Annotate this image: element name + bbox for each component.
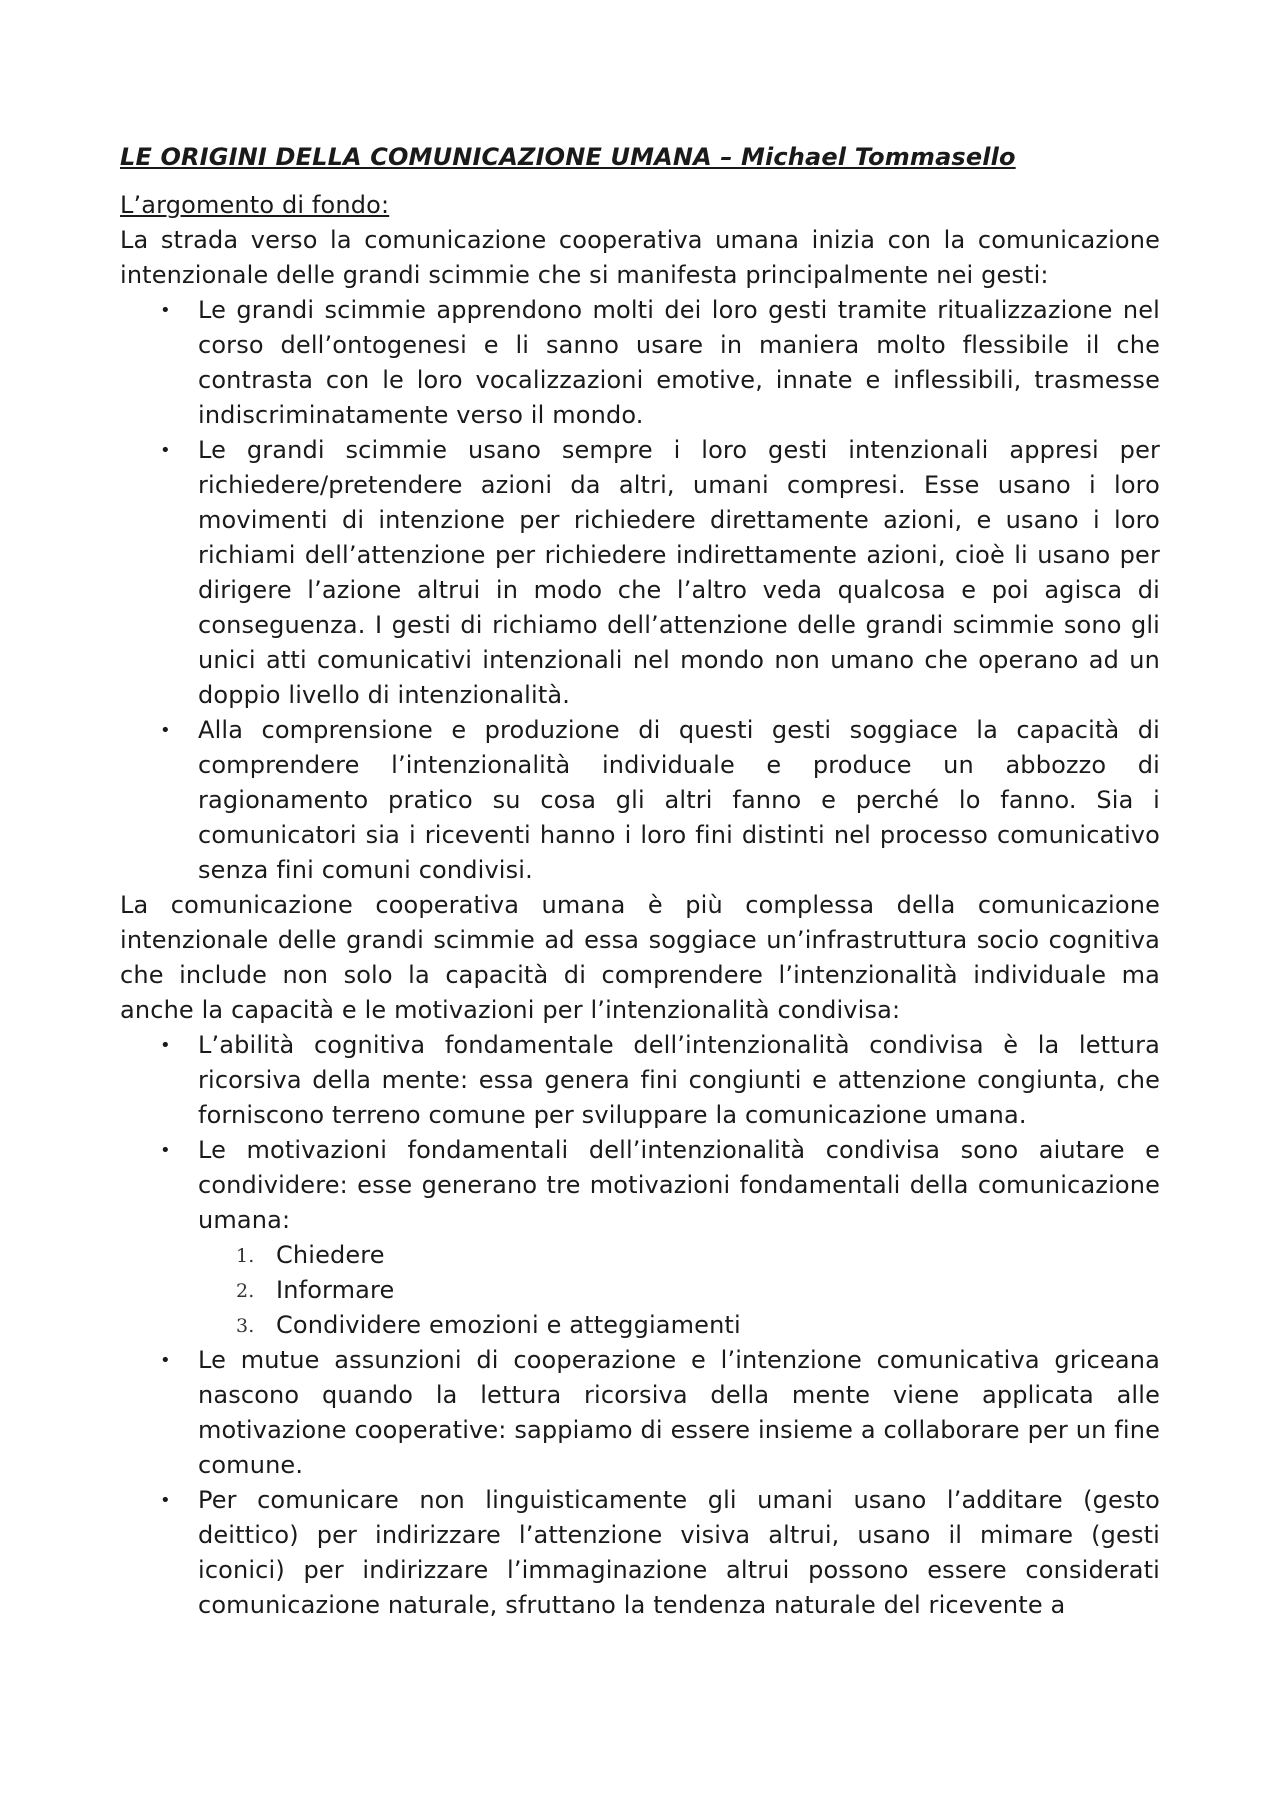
subheading: L’argomento di fondo: <box>120 191 390 219</box>
numbered-list <box>120 1238 1160 1343</box>
bullet-icon: • <box>160 1350 171 1371</box>
bullet-icon: • <box>160 1490 171 1511</box>
numbered-item-text: Condividere emozioni e atteggiamenti <box>276 1311 741 1339</box>
numbered-item <box>120 1238 1160 1273</box>
list-item-text: Le mutue assunzioni di cooperazione e l’intenzione comunicativa griceana nascono quando la lettura ricorsiva della mente viene applicata alle motivazione cooperative: sappiamo di essere insieme a collaborare per un fine comune. <box>198 1346 1160 1479</box>
item-number: 1. <box>236 1245 255 1267</box>
numbered-item <box>120 1273 1160 1308</box>
bullet-list-b <box>120 1028 1160 1238</box>
list-item-text: Alla comprensione e produzione di questi gesti soggiace la capacità di comprendere l’intenzionalità individuale e produce un abbozzo di ragionamento pratico su cosa gli altri fanno e perché lo fanno. Sia i comunicatori sia i riceventi hanno i loro fini distinti nel processo comunicativo senza fini comuni condivisi. <box>198 716 1160 884</box>
subheading-line <box>120 188 1160 223</box>
bullet-list-a <box>120 293 1160 888</box>
list-item <box>120 1343 1160 1483</box>
document-page <box>120 140 1160 1623</box>
numbered-item-text: Informare <box>276 1276 395 1304</box>
bullet-icon: • <box>160 1035 171 1056</box>
numbered-item <box>120 1308 1160 1343</box>
list-item <box>120 433 1160 713</box>
document-title: LE ORIGINI DELLA COMUNICAZIONE UMANA – Michael Tommasello <box>120 143 1016 171</box>
list-item-text: Le grandi scimmie usano sempre i loro gesti intenzionali appresi per richiedere/pretendere azioni da altri, umani compresi. Esse usano i loro movimenti di intenzione per richiedere direttamente azioni, e usano i loro richiami dell’attenzione per richiedere indirettamente azioni, cioè li usano per dirigere l’azione altrui in modo che l’altro veda qualcosa e poi agisca di conseguenza. I gesti di richiamo dell’attenzione delle grandi scimmie sono gli unici atti comunicativi intenzionali nel mondo non umano che operano ad un doppio livello di intenzionalità. <box>198 436 1160 709</box>
list-item <box>120 1483 1160 1623</box>
list-item <box>120 1028 1160 1133</box>
body-paragraph: La comunicazione cooperativa umana è più complessa della comunicazione intenzionale delle grandi scimmie ad essa soggiace un’infrastruttura socio cognitiva che include non solo la capacità di comprendere l’intenzionalità individuale ma anche la capacità e le motivazioni per l’intenzionalità condivisa: <box>120 891 1160 1024</box>
bullet-icon: • <box>160 440 171 461</box>
list-item <box>120 293 1160 433</box>
list-item-text: Le motivazioni fondamentali dell’intenzionalità condivisa sono aiutare e condividere: esse generano tre motivazioni fondamentali della comunicazione umana: <box>198 1136 1160 1234</box>
bullet-icon: • <box>160 720 171 741</box>
bullet-icon: • <box>160 300 171 321</box>
intro-paragraph: La strada verso la comunicazione cooperativa umana inizia con la comunicazione intenzionale delle grandi scimmie che si manifesta principalmente nei gesti: <box>120 226 1160 289</box>
list-item-text: Le grandi scimmie apprendono molti dei loro gesti tramite ritualizzazione nel corso dell’ontogenesi e li sanno usare in maniera molto flessibile il che contrasta con le loro vocalizzazioni emotive, innate e inflessibili, trasmesse indiscriminatamente verso il mondo. <box>198 296 1160 429</box>
item-number: 3. <box>236 1315 255 1337</box>
bullet-icon: • <box>160 1140 171 1161</box>
numbered-item-text: Chiedere <box>276 1241 385 1269</box>
item-number: 2. <box>236 1280 255 1302</box>
bullet-list-c <box>120 1343 1160 1623</box>
list-item-text: Per comunicare non linguisticamente gli umani usano l’additare (gesto deittico) per indirizzare l’attenzione visiva altrui, usano il mimare (gesti iconici) per indirizzare l’immaginazione altrui possono essere considerati comunicazione naturale, sfruttano la tendenza naturale del ricevente a <box>198 1486 1160 1619</box>
list-item <box>120 1133 1160 1238</box>
list-item <box>120 713 1160 888</box>
list-item-text: L’abilità cognitiva fondamentale dell’intenzionalità condivisa è la lettura ricorsiva della mente: essa genera fini congiunti e attenzione congiunta, che forniscono terreno comune per sviluppare la comunicazione umana. <box>198 1031 1160 1129</box>
